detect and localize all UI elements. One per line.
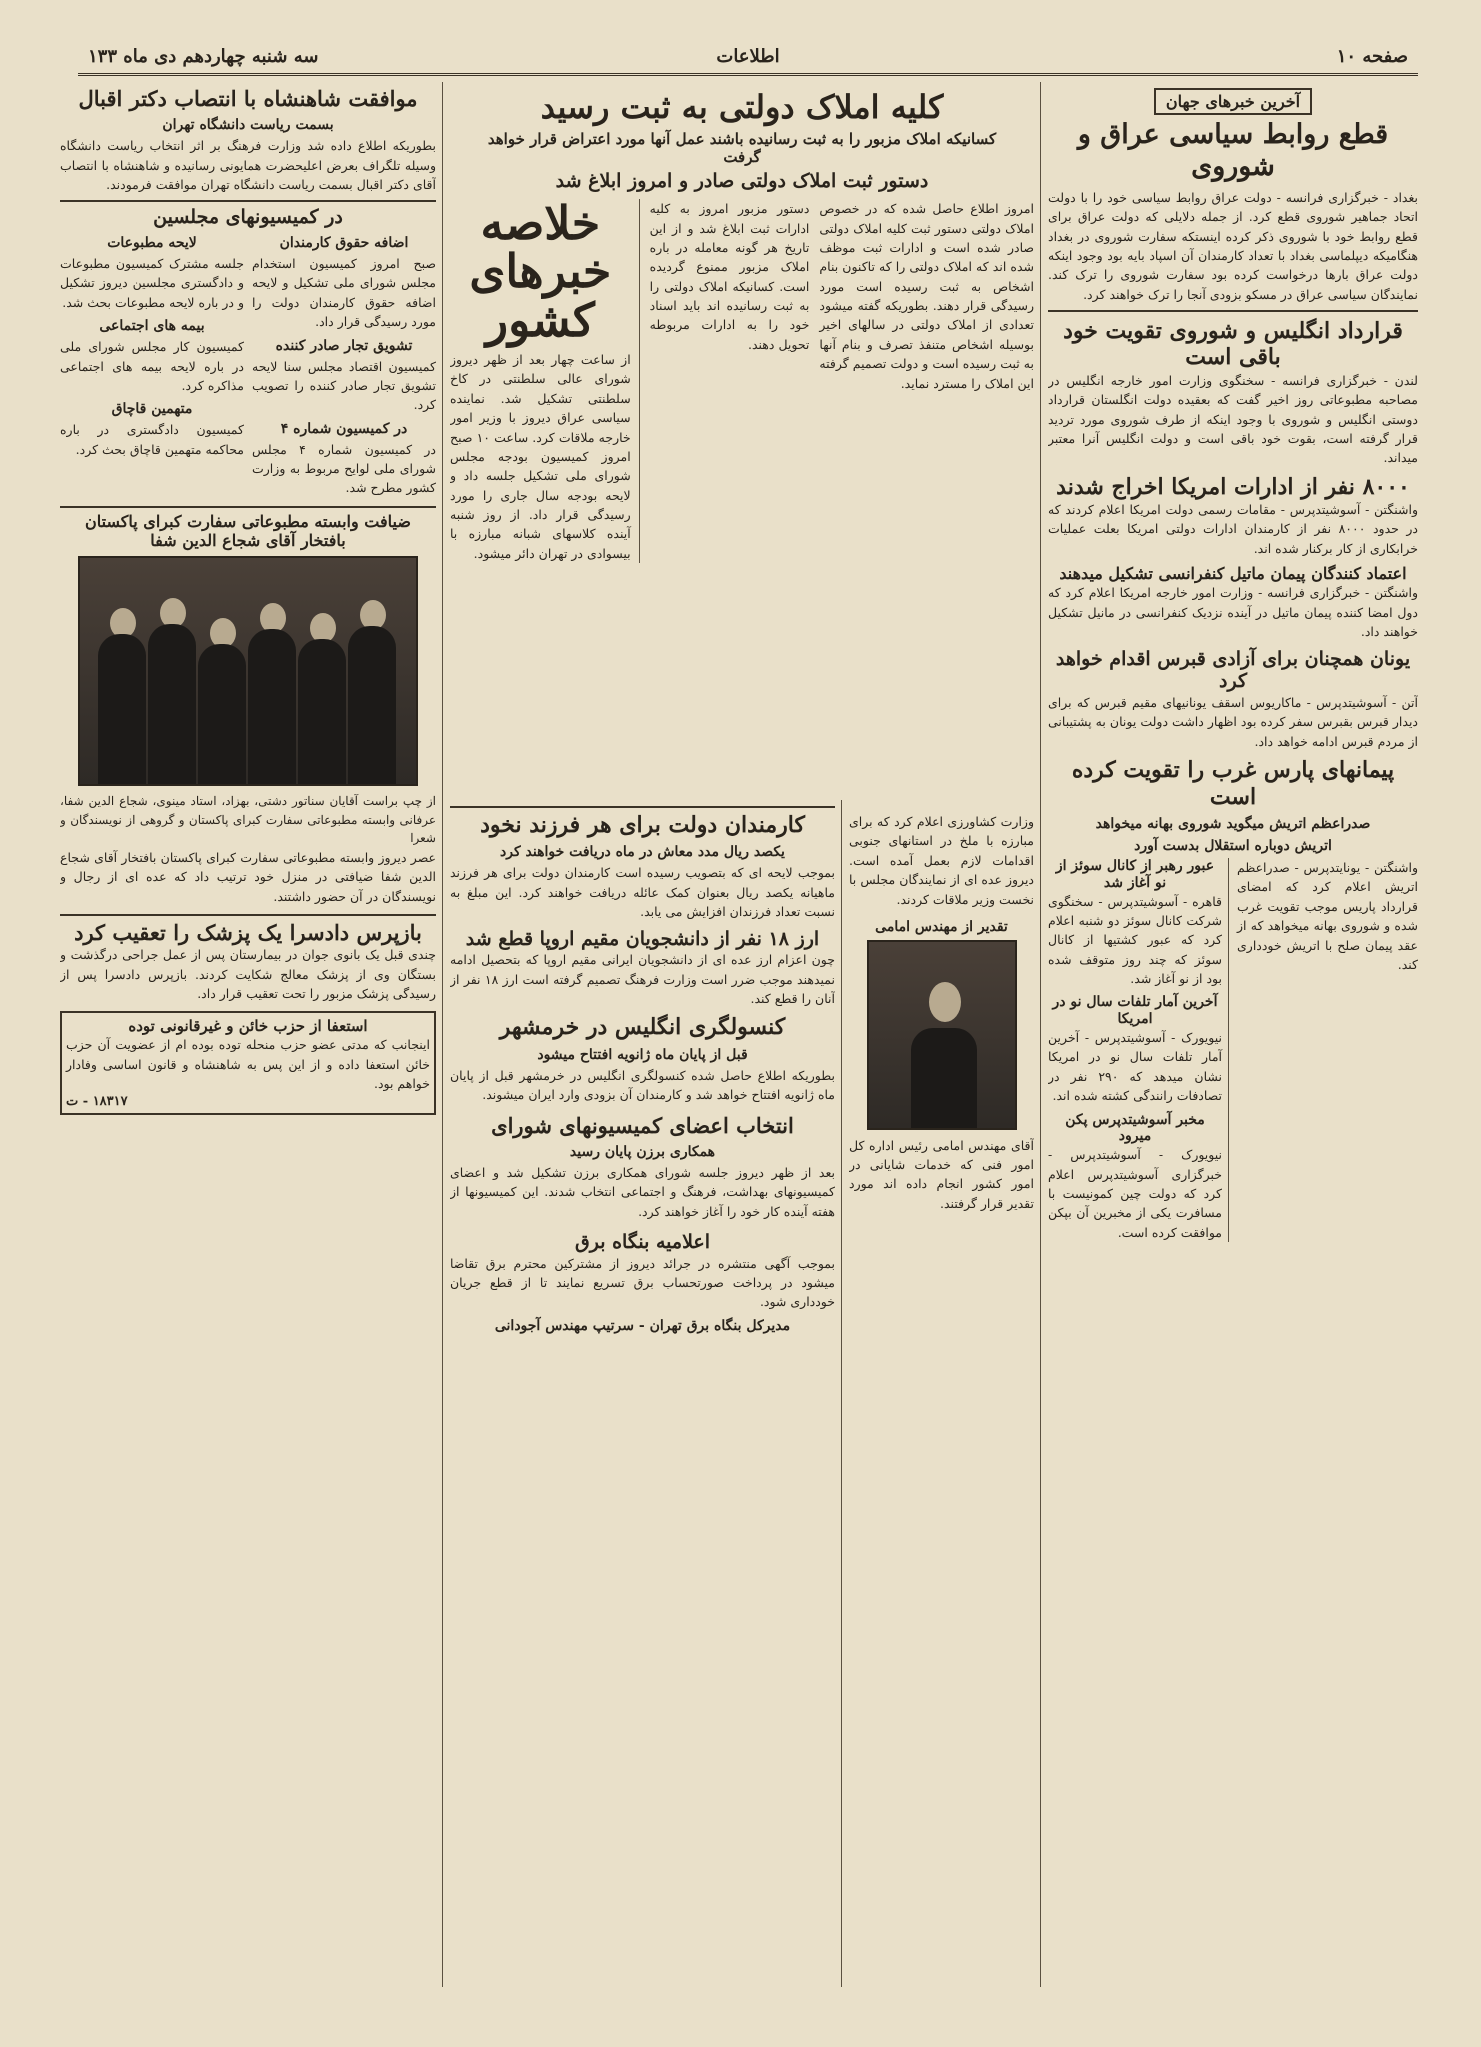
headline-suez: عبور رهبر از کانال سوئز از نو آغاز شد	[1055, 858, 1215, 891]
reception-photo-caption: از چپ براست آقایان سناتور دشتی، بهزاد، استاد مینوی، شجاع الدین شفا، عرفانی وابسته مطبوعاتی سفارت کبرای پاکستان و گروهی از نویسندگان و شعرا	[60, 794, 436, 846]
article-domestic-summary-2: وزارت کشاورزی اعلام کرد که برای مبارزه با ملخ در استانهای جنوبی اقدامات لازم بعمل آمده است. دیروز عده ای از نمایندگان مجلس با نخست وزیر ملاقات کردند.	[849, 814, 1034, 907]
paper-name: اطلاعات	[716, 46, 780, 67]
article-austria: واشنگتن - یونایتدپرس - صدراعظم اتریش اعلام کرد که امضای قرارداد پاریس موجب تقویت غرب شده و شوروی بهانه میخواهد که از عقد پیمان صلح با اتریش خودداری کند.	[1237, 860, 1418, 972]
center-right	[849, 812, 1034, 1987]
subheadline-insurance: بیمه های اجتماعی	[99, 318, 205, 335]
headline-eghbal: موافقت شاهنشاه با انتصاب دکتر اقبال	[78, 86, 418, 111]
subheadline-state-lands-2: دستور ثبت املاک دولتی صادر و امروز ابلاغ شد	[555, 170, 929, 193]
subheadline-austria: صدراعظم اتریش میگوید شوروی بهانه میخواهد	[1095, 816, 1371, 833]
headline-paris-pacts: پیمانهای پارس غرب را تقویت کرده است	[1071, 757, 1395, 810]
headline-commissions: در کمیسیونهای مجلسین	[60, 200, 436, 229]
article-salary: صبح امروز کمیسیون استخدام مجلس شورای ملی تشکیل و لایحه اضافه حقوق کارمندان دولت را مورد رسیدگی قرار داد.	[252, 256, 436, 330]
right-column	[1048, 82, 1418, 1987]
headline-us-casualties: آخرین آمار تلفات سال نو در امریکا	[1052, 994, 1218, 1028]
article-reception: عصر دیروز وابسته مطبوعاتی سفارت کبرای پاکستان بافتخار آقای شجاع الدین شفا ضیافتی در منزل خود ترتیب داد که عده ای از رجال و نویسندگان در آن حضور داشتند.	[60, 850, 436, 904]
subheadline-salary: اضافه حقوق کارمندان	[279, 235, 409, 252]
world-news-tag: آخرین خبرهای جهان	[1154, 88, 1312, 115]
headline-ap-peking: مخبر آسوشیتدپرس پکن میرود	[1065, 1111, 1205, 1145]
headline-us-fired: ۸۰۰۰ نفر از ادارات امریکا اخراج شدند	[1056, 473, 1410, 500]
electricity-signoff: مدیرکل بنگاه برق تهران - سرتیپ مهندس آجودانی	[494, 1317, 791, 1334]
headline-employee-allowance: کارمندان دولت برای هر فرزند نخود	[480, 812, 805, 838]
article-anglo-soviet: لندن - خبرگزاری فرانسه - سخنگوی وزارت امور خارجه انگلیس در مصاحبه مطبوعاتی روز اخیر گفت که بعقیده دولت انگلستان قرارداد دوستی انگلیس و شوروی با وجود اینکه از طرف شوروی مورد تردید قرار گرفته است، بقوت خود باقی است و دولت انگلیس آنرا معتبر میداند.	[1048, 372, 1418, 466]
headline-manila: اعتماد کنندگان پیمان ماتیل کنفرانسی تشکیل میدهند	[1059, 564, 1407, 584]
issue-date: سه شنبه چهاردهم دی ماه ۱۳۳	[88, 46, 319, 67]
headline-greece: یونان همچنان برای آزادی قبرس اقدام خواهد کرد	[1055, 647, 1411, 693]
left-column	[60, 82, 436, 1987]
khulase-headline: خلاصه خبرهای کشور	[469, 196, 612, 347]
masthead	[78, 40, 1418, 76]
headline-tudeh-resignation: استعفا از حزب خائن و غیرقانونی توده	[128, 1017, 368, 1036]
subheadline-eghbal: بسمت ریاست دانشگاه تهران	[162, 117, 334, 134]
subheadline-employee-allowance: یکصد ریال مدد معاش در ماه دریافت خواهند کرد	[500, 844, 785, 861]
article-domestic-summary: از ساعت چهار بعد از ظهر دیروز شورای عالی سلطنتی در کاخ سلطنتی تشکیل شد. نماینده سیاسی عراق دیروز با وزیر امور خارجه ملاقات کرد. ساعت ۱۰ صبح امروز کمیسیون بودجه مجلس شورای ملی تشکیل جلسه داد و لایحه بودجه سال جاری را مورد رسیدگی قرار داد. از روز شنبه آینده کلاسهای شبانه مبارزه با بیسوادی در تهران دائر میشود.	[450, 352, 631, 561]
article-state-lands-1: امروز اطلاع حاصل شده که در خصوص املاک دولتی دستور ثبت کلیه املاک دولتی صادر شده است و ادارات ثبت موظف شده اند که املاک دولتی را که تاکنون بنام اشخاص به ثبت رسیده است مورد رسیدگی قرار دهند. بطوریکه گفته میشود تعدادی از املاک دولتی در سالهای اخیر بوسیله اشخاص متنفذ تصرف و بنام آنها به ثبت رسیده است و دولت تصمیم گرفته این املاک را مسترد نماید.	[819, 201, 1034, 391]
subheadline-merchants: تشویق تجار صادر کننده	[275, 337, 413, 354]
center-left	[450, 812, 835, 1987]
portrait-photo	[867, 940, 1017, 1130]
article-emami: آقای مهندس امامی رئیس اداره کل امور فنی که خدمات شایانی در امور کشور انجام داده اند مورد تقدیر قرار گرفتند.	[849, 1137, 1034, 1211]
subheadline-khorramshahr: قبل از پایان ماه ژانویه افتتاح میشود	[537, 1046, 748, 1063]
subheadline-state-lands: کسانیکه املاک مزبور را به ثبت رسانیده باشند عمل آنها مورد اعتراض قرار خواهد گرفت	[487, 130, 997, 167]
headline-doctor-prosecuted: بازپرس دادسرا یک پزشک را تعقیب کرد	[60, 914, 436, 945]
column-rule	[841, 800, 842, 1987]
headline-pakistan-reception: ضیافت وابسته مطبوعاتی سفارت کبرای پاکستان بافتخار آقای شجاع الدین شفا	[60, 506, 436, 550]
article-us-casualties: نیویورک - آسوشیتدپرس - آخرین آمار تلفات سال نو در امریکا نشان میدهد که ۲۹۰ نفر در تصادفات رانندگی کشته شده اند.	[1048, 1030, 1223, 1104]
article-us-fired: واشنگتن - آسوشیتدپرس - مقامات رسمی دولت امریکا اعلام کردند که در حدود ۸۰۰۰ نفر از کارمندان ادارات دولتی امریکا بعلت عملیات خرابکاری از کار برکنار شده اند.	[1048, 502, 1418, 556]
center-top	[450, 82, 1034, 802]
headline-electricity: اعلامیه بنگاه برق	[574, 1230, 711, 1253]
reception-photo	[78, 556, 418, 786]
article-merchants: کمیسیون اقتصاد مجلس سنا لایحه تشویق تجار صادر کننده را تصویب کرد.	[252, 358, 436, 413]
photo-caption-emami: تقدیر از مهندس امامی	[875, 918, 1008, 935]
article-insurance: کمیسیون کار مجلس شورای ملی در باره لایحه بیمه های اجتماعی مذاکره کرد.	[60, 339, 244, 393]
article-commission-4: در کمیسیون شماره ۴ مجلس شورای ملی لوایح مربوط به وزارت کشور مطرح شد.	[252, 441, 436, 496]
article-greece: آتن - آسوشیتدپرس - ماکاریوس اسقف یونانیهای مقیم قبرس که برای دیدار قبرس بقبرس سفر کرده بود اظهار داشت دولت یونان به پشتیبانی از مردم قبرس ادامه خواهد داد.	[1048, 695, 1418, 749]
headline-khorramshahr: کنسولگری انگلیس در خرمشهر	[499, 1014, 786, 1041]
article-student-currency: چون اعزام ارز عده ای از دانشجویان ایرانی مقیم اروپا که بتحصیل ادامه نمیدهند موجب ضرر است وزارت فرهنگ تصمیم گرفته است ارز ۱۸ نفر از آنان را قطع کند.	[450, 952, 835, 1007]
section-divider	[450, 806, 835, 808]
headline-state-lands: کلیه املاک دولتی به ثبت رسید	[540, 88, 944, 126]
article-employee-allowance: بموجب لایحه ای که بتصویب رسیده است کارمندان دولت برای هر فرزند ماهیانه یکصد ریال بعنوان کمک عائله دریافت خواهند کرد. این مبلغ به نسبت تعداد فرزندان افزایش می یابد.	[450, 865, 835, 920]
article-council: بعد از ظهر دیروز جلسه شورای همکاری برزن تشکیل شد و اعضای کمیسیونهای بهداشت، فرهنگ و اجتماعی انتخاب شدند. این کمیسیونها از هفته آینده کار خود را آغاز خواهند کرد.	[450, 1164, 835, 1219]
article-state-lands-2: دستور مزبور امروز به کلیه ادارات ثبت ابلاغ شد و از این تاریخ هر گونه معامله در باره املاک مزبور ممنوع گردیده است. کسانیکه املاک دولتی را به ثبت رسانیده اند باید اسناد خود را به ادارات مربوطه تحویل دهند.	[649, 201, 810, 352]
article-manila: واشنگتن - خبرگزاری فرانسه - وزارت امور خارجه امریکا اعلام کرد که دول امضا کننده پیمان ماتیل در آینده نزدیک کنفرانسی در مانیل تشکیل خواهند داد.	[1048, 585, 1418, 640]
subheadline-smuggling: متهمین قاچاق	[111, 401, 193, 418]
headline-anglo-soviet: قرارداد انگلیس و شوروی تقویت خود باقی است	[1063, 318, 1403, 371]
column-rule	[1040, 82, 1041, 1987]
subheadline-commission-4: در کمیسیون شماره ۴	[280, 420, 408, 437]
article-eghbal: بطوریکه اطلاع داده شد وزارت فرهنگ بر اثر انتخاب ریاست دانشگاه وسیله تلگراف بعرض اعلیحضرت همایونی رسانیده و شاهنشاه با انتصاب آقای دکتر اقبال بسمت ریاست دانشگاه تهران موافقت فرمودند.	[60, 138, 436, 192]
article-tudeh-resignation: اینجانب که مدتی عضو حزب منحله توده بوده ام از عضویت آن حزب خائن استعفا داده و از این پس به شاهنشاه و قانون اساسی وفادار خواهم بود.	[66, 1037, 430, 1092]
subheadline-council: همکاری برزن پایان رسید	[569, 1143, 716, 1160]
article-iraq: بغداد - خبرگزاری فرانسه - دولت عراق روابط سیاسی خود را با دولت اتحاد جماهیر شوروی قطع کرد. از جمله دلایلی که دولت عراق برای قطع روابط خود با شوروی ذکر کرده اینستکه سفارت شوروی در بغداد هنگامیکه دیپلماسی بغداد با تعداد کارمندان آن اسپاد بایه بود وجود اینکه دولت عراق بارها درخواست کرده بود سفارت شوروی را ترک کند. نمایندگان سیاسی عراق در مسکو بزودی آنجا را ترک خواهند کرد.	[1048, 189, 1418, 302]
article-suez: قاهره - آسوشیتدپرس - سخنگوی شرکت کانال سوئز دو شنبه اعلام کرد که عبور کشتیها از کانال سوئز که چند روز متوقف شده بود از نو آغاز شد.	[1048, 893, 1222, 987]
page-number: صفحه ۱۰	[1336, 46, 1408, 67]
article-electricity: بموجب آگهی منتشره در جرائد دیروز از مشترکین محترم برق تقاضا میشود در پرداخت صورتحساب برق تسریع نمایند تا از قطع جریان خودداری شود.	[450, 1255, 835, 1310]
subheadline-austria-2: اتریش دوباره استقلال بدست آورد	[1134, 838, 1332, 855]
headline-iraq: قطع روابط سیاسی عراق و شوروی	[1077, 119, 1389, 183]
subheadline-press-bill: لایحه مطبوعات	[107, 235, 197, 252]
article-khorramshahr: بطوریکه اطلاع حاصل شده کنسولگری انگلیس در خرمشهر قبل از پایان ماه ژانویه افتتاح خواهد شد و کارمندان آن بزودی وارد ایران میشوند.	[450, 1067, 835, 1103]
headline-student-currency: ارز ۱۸ نفر از دانشجویان مقیم اروپا قطع شد	[465, 927, 820, 950]
article-press-bill: جلسه مشترک کمیسیون مطبوعات و دادگستری مجلسین دیروز تشکیل و در باره لایحه مطبوعات بحث شد.	[60, 256, 244, 310]
column-rule	[442, 82, 443, 1987]
article-ap-peking: نیویورک - آسوشیتدپرس - خبرگزاری آسوشیتدپرس اعلام کرد که دولت چین کمونیست با مسافرت یکی از مخبرین آن بپکن موافقت کرده است.	[1048, 1147, 1222, 1240]
headline-council: انتخاب اعضای کمیسیونهای شورای	[491, 1112, 794, 1138]
article-doctor-prosecuted: چندی قبل یک بانوی جوان در بیمارستان پس از عمل جراحی درگذشت و بستگان وی از پزشک معالج شکایت کردند. بازپرس دادسرا پس از رسیدگی پزشک مزبور را تحت تعقیب قرار داد.	[60, 947, 436, 1002]
article-smuggling: کمیسیون دادگستری در باره محاکمه متهمین قاچاق بحث کرد.	[60, 422, 244, 457]
ad-code: ۱۸۳۱۷ - ت	[66, 1093, 128, 1109]
